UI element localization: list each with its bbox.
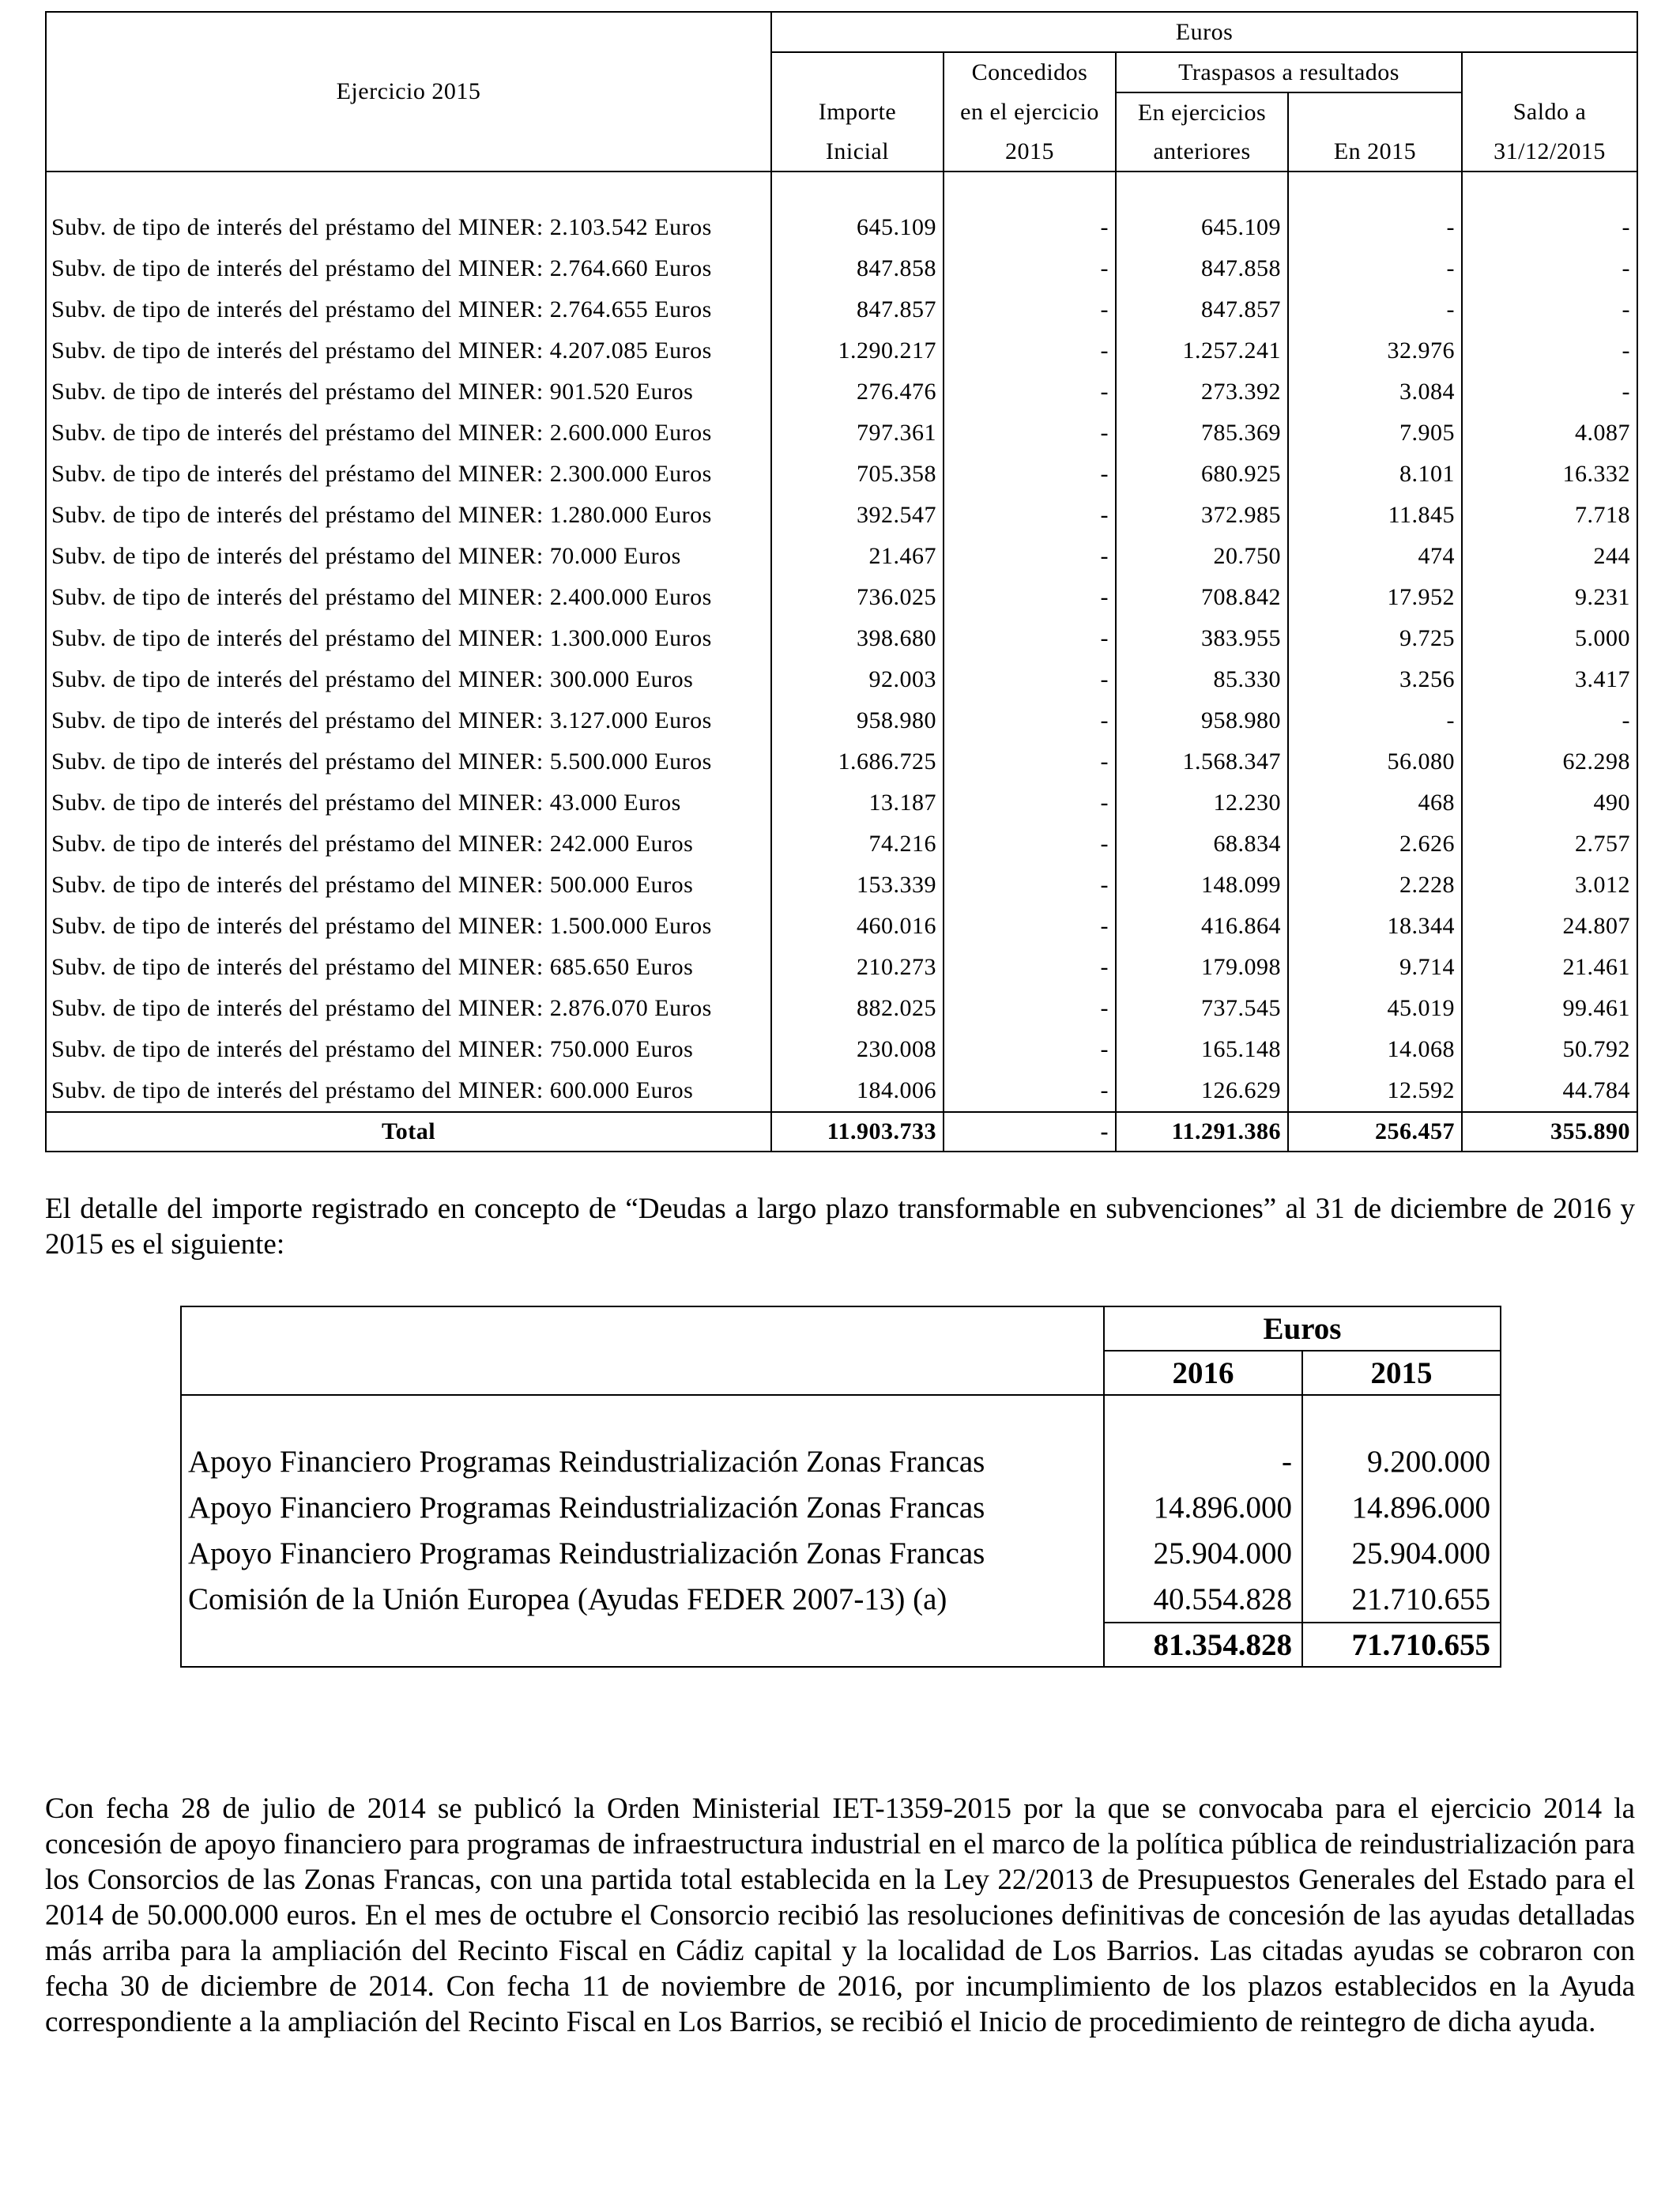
deuda-2016: - bbox=[1104, 1438, 1302, 1484]
row-importe: 21.467 bbox=[771, 536, 944, 577]
row-importe: 92.003 bbox=[771, 659, 944, 700]
row-saldo: 44.784 bbox=[1462, 1070, 1637, 1112]
row-label: Subv. de tipo de interés del préstamo del MINER: 1.300.000 Euros bbox=[46, 618, 771, 659]
deuda-2016: 14.896.000 bbox=[1104, 1484, 1302, 1530]
row-label: Subv. de tipo de interés del préstamo del MINER: 43.000 Euros bbox=[46, 782, 771, 824]
row-concedidos: - bbox=[944, 495, 1116, 536]
row-importe: 882.025 bbox=[771, 988, 944, 1029]
row-saldo: - bbox=[1462, 330, 1637, 371]
row-concedidos: - bbox=[944, 906, 1116, 947]
row-en2015: 18.344 bbox=[1288, 906, 1462, 947]
col-importe-header-2: Inicial bbox=[771, 132, 944, 172]
row-saldo: 9.231 bbox=[1462, 577, 1637, 618]
table-row bbox=[46, 947, 1637, 988]
row-concedidos: - bbox=[944, 536, 1116, 577]
row-saldo: - bbox=[1462, 371, 1637, 413]
col-saldo-spacer bbox=[1462, 52, 1637, 92]
total-anteriores: 11.291.386 bbox=[1116, 1112, 1288, 1152]
row-en2015: 17.952 bbox=[1288, 577, 1462, 618]
euros-header: Euros bbox=[771, 12, 1637, 52]
row-saldo: - bbox=[1462, 207, 1637, 248]
row-en2015: 2.228 bbox=[1288, 865, 1462, 906]
row-en2015: 45.019 bbox=[1288, 988, 1462, 1029]
deuda-2015: 9.200.000 bbox=[1302, 1438, 1501, 1484]
year-header: Ejercicio 2015 bbox=[46, 12, 771, 172]
table-row bbox=[46, 618, 1637, 659]
deudas-euros-header: Euros bbox=[1104, 1306, 1501, 1351]
table-row bbox=[46, 824, 1637, 865]
row-saldo: 490 bbox=[1462, 782, 1637, 824]
row-anteriores: 179.098 bbox=[1116, 947, 1288, 988]
row-importe: 210.273 bbox=[771, 947, 944, 988]
table-row bbox=[46, 371, 1637, 413]
row-importe: 1.686.725 bbox=[771, 741, 944, 782]
col-en2015-spacer bbox=[1288, 92, 1462, 132]
orden-ministerial-paragraph: Con fecha 28 de julio de 2014 se publicó la Orden Ministerial IET-1359-2015 por la que se convocaba para el ejercicio 2014 la concesión de apoyo financiero para programas de infraestructura industrial en el marco de la política pública de reindustrialización para los Consorcios de las Zonas Francas, con una partida total establecida en la Ley 22/2013 de Presupuestos Generales del Estado para el 2014 de 50.000.000 euros. En el mes de octubre el Consorcio recibió las resoluciones definitivas de concesión de las ayudas detalladas más arriba para la ampliación del Recinto Fiscal en Cádiz capital y la localidad de Los Barrios. Las citadas ayudas se cobraron con fecha 30 de diciembre de 2014. Con fecha 11 de noviembre de 2016, por incumplimiento de los plazos establecidos en la Ayuda correspondiente a la ampliación del Recinto Fiscal en Los Barrios, se recibió el Inicio de procedimiento de reintegro de dicha ayuda. bbox=[45, 1793, 1635, 2038]
row-concedidos: - bbox=[944, 371, 1116, 413]
total-importe: 11.903.733 bbox=[771, 1112, 944, 1152]
row-label: Subv. de tipo de interés del préstamo del MINER: 5.500.000 Euros bbox=[46, 741, 771, 782]
deuda-2015: 21.710.655 bbox=[1302, 1576, 1501, 1623]
col-anteriores-header-1: En ejercicios bbox=[1116, 92, 1288, 132]
col-concedidos-header-1: Concedidos bbox=[944, 52, 1116, 92]
row-en2015: 7.905 bbox=[1288, 413, 1462, 454]
row-en2015: 8.101 bbox=[1288, 454, 1462, 495]
row-label: Subv. de tipo de interés del préstamo del MINER: 901.520 Euros bbox=[46, 371, 771, 413]
table-row bbox=[46, 577, 1637, 618]
row-concedidos: - bbox=[944, 824, 1116, 865]
table-row bbox=[46, 536, 1637, 577]
deudas-total-blank bbox=[181, 1623, 1104, 1667]
row-concedidos: - bbox=[944, 454, 1116, 495]
table-row bbox=[46, 1070, 1637, 1112]
row-label: Subv. de tipo de interés del préstamo del MINER: 685.650 Euros bbox=[46, 947, 771, 988]
row-en2015: 3.084 bbox=[1288, 371, 1462, 413]
total-saldo: 355.890 bbox=[1462, 1112, 1637, 1152]
table-row bbox=[46, 207, 1637, 248]
row-anteriores: 737.545 bbox=[1116, 988, 1288, 1029]
deudas-header-blank bbox=[181, 1306, 1104, 1395]
deuda-label: Apoyo Financiero Programas Reindustrialización Zonas Francas bbox=[181, 1484, 1104, 1530]
table-row bbox=[46, 248, 1637, 289]
row-label: Subv. de tipo de interés del préstamo del MINER: 1.500.000 Euros bbox=[46, 906, 771, 947]
row-anteriores: 68.834 bbox=[1116, 824, 1288, 865]
row-label: Subv. de tipo de interés del préstamo del MINER: 1.280.000 Euros bbox=[46, 495, 771, 536]
row-anteriores: 847.858 bbox=[1116, 248, 1288, 289]
table-row bbox=[46, 330, 1637, 371]
row-importe: 460.016 bbox=[771, 906, 944, 947]
table-row bbox=[46, 865, 1637, 906]
row-en2015: 474 bbox=[1288, 536, 1462, 577]
row-concedidos: - bbox=[944, 947, 1116, 988]
deuda-label: Apoyo Financiero Programas Reindustrialización Zonas Francas bbox=[181, 1530, 1104, 1576]
col-2016-header: 2016 bbox=[1104, 1351, 1302, 1395]
deuda-2016: 40.554.828 bbox=[1104, 1576, 1302, 1623]
row-label: Subv. de tipo de interés del préstamo del MINER: 3.127.000 Euros bbox=[46, 700, 771, 741]
table-row bbox=[46, 1029, 1637, 1070]
row-label: Subv. de tipo de interés del préstamo del MINER: 70.000 Euros bbox=[46, 536, 771, 577]
row-importe: 847.858 bbox=[771, 248, 944, 289]
col-saldo-header-2: 31/12/2015 bbox=[1462, 132, 1637, 172]
row-concedidos: - bbox=[944, 248, 1116, 289]
row-importe: 230.008 bbox=[771, 1029, 944, 1070]
table-row bbox=[181, 1438, 1501, 1484]
row-saldo: - bbox=[1462, 289, 1637, 330]
row-concedidos: - bbox=[944, 577, 1116, 618]
row-importe: 797.361 bbox=[771, 413, 944, 454]
row-importe: 276.476 bbox=[771, 371, 944, 413]
row-saldo: 24.807 bbox=[1462, 906, 1637, 947]
row-en2015: - bbox=[1288, 700, 1462, 741]
row-concedidos: - bbox=[944, 988, 1116, 1029]
row-en2015: - bbox=[1288, 289, 1462, 330]
row-anteriores: 273.392 bbox=[1116, 371, 1288, 413]
row-label: Subv. de tipo de interés del préstamo del MINER: 4.207.085 Euros bbox=[46, 330, 771, 371]
row-label: Subv. de tipo de interés del préstamo del MINER: 2.103.542 Euros bbox=[46, 207, 771, 248]
col-en2015-header: En 2015 bbox=[1288, 132, 1462, 172]
row-concedidos: - bbox=[944, 741, 1116, 782]
table-row bbox=[181, 1576, 1501, 1623]
row-importe: 398.680 bbox=[771, 618, 944, 659]
row-en2015: 12.592 bbox=[1288, 1070, 1462, 1112]
row-anteriores: 20.750 bbox=[1116, 536, 1288, 577]
row-saldo: 5.000 bbox=[1462, 618, 1637, 659]
row-label: Subv. de tipo de interés del préstamo del MINER: 500.000 Euros bbox=[46, 865, 771, 906]
row-saldo: - bbox=[1462, 248, 1637, 289]
row-label: Subv. de tipo de interés del préstamo del MINER: 2.764.655 Euros bbox=[46, 289, 771, 330]
col-concedidos-header-2: en el ejercicio bbox=[944, 92, 1116, 132]
row-saldo: - bbox=[1462, 700, 1637, 741]
row-concedidos: - bbox=[944, 782, 1116, 824]
row-label: Subv. de tipo de interés del préstamo del MINER: 2.764.660 Euros bbox=[46, 248, 771, 289]
row-anteriores: 1.257.241 bbox=[1116, 330, 1288, 371]
row-saldo: 2.757 bbox=[1462, 824, 1637, 865]
row-label: Subv. de tipo de interés del préstamo del MINER: 300.000 Euros bbox=[46, 659, 771, 700]
table-row bbox=[46, 289, 1637, 330]
table-row bbox=[181, 1484, 1501, 1530]
total-label: Total bbox=[46, 1112, 771, 1152]
deuda-2015: 14.896.000 bbox=[1302, 1484, 1501, 1530]
row-importe: 1.290.217 bbox=[771, 330, 944, 371]
deuda-label: Comisión de la Unión Europea (Ayudas FEDER 2007-13) (a) bbox=[181, 1576, 1104, 1623]
row-importe: 184.006 bbox=[771, 1070, 944, 1112]
row-label: Subv. de tipo de interés del préstamo del MINER: 2.600.000 Euros bbox=[46, 413, 771, 454]
row-concedidos: - bbox=[944, 865, 1116, 906]
row-saldo: 50.792 bbox=[1462, 1029, 1637, 1070]
table-row bbox=[46, 495, 1637, 536]
row-concedidos: - bbox=[944, 1029, 1116, 1070]
row-importe: 958.980 bbox=[771, 700, 944, 741]
row-anteriores: 372.985 bbox=[1116, 495, 1288, 536]
row-label: Subv. de tipo de interés del préstamo del MINER: 2.876.070 Euros bbox=[46, 988, 771, 1029]
row-concedidos: - bbox=[944, 289, 1116, 330]
row-label: Subv. de tipo de interés del préstamo del MINER: 2.400.000 Euros bbox=[46, 577, 771, 618]
row-en2015: 14.068 bbox=[1288, 1029, 1462, 1070]
deuda-label: Apoyo Financiero Programas Reindustrialización Zonas Francas bbox=[181, 1438, 1104, 1484]
row-anteriores: 1.568.347 bbox=[1116, 741, 1288, 782]
row-importe: 74.216 bbox=[771, 824, 944, 865]
deudas-total-2015: 71.710.655 bbox=[1302, 1623, 1501, 1667]
table-row bbox=[46, 454, 1637, 495]
col-2015-header: 2015 bbox=[1302, 1351, 1501, 1395]
table-row bbox=[46, 988, 1637, 1029]
row-anteriores: 847.857 bbox=[1116, 289, 1288, 330]
row-saldo: 3.012 bbox=[1462, 865, 1637, 906]
row-label: Subv. de tipo de interés del préstamo del MINER: 600.000 Euros bbox=[46, 1070, 771, 1112]
traspasos-header: Traspasos a resultados bbox=[1116, 52, 1462, 92]
row-anteriores: 85.330 bbox=[1116, 659, 1288, 700]
row-concedidos: - bbox=[944, 700, 1116, 741]
row-saldo: 21.461 bbox=[1462, 947, 1637, 988]
row-label: Subv. de tipo de interés del préstamo del MINER: 2.300.000 Euros bbox=[46, 454, 771, 495]
deudas-total-2016: 81.354.828 bbox=[1104, 1623, 1302, 1667]
row-concedidos: - bbox=[944, 413, 1116, 454]
row-concedidos: - bbox=[944, 659, 1116, 700]
row-importe: 847.857 bbox=[771, 289, 944, 330]
row-en2015: - bbox=[1288, 248, 1462, 289]
row-concedidos: - bbox=[944, 618, 1116, 659]
row-en2015: 9.714 bbox=[1288, 947, 1462, 988]
col-importe-header-1: Importe bbox=[771, 92, 944, 132]
table-row bbox=[46, 659, 1637, 700]
row-label: Subv. de tipo de interés del préstamo del MINER: 750.000 Euros bbox=[46, 1029, 771, 1070]
intro-paragraph: El detalle del importe registrado en concepto de “Deudas a largo plazo transformable en subvenciones” al 31 de diciembre de 2016 y 2015 es el siguiente: bbox=[45, 1193, 1635, 1261]
row-concedidos: - bbox=[944, 330, 1116, 371]
row-anteriores: 785.369 bbox=[1116, 413, 1288, 454]
total-concedidos: - bbox=[944, 1112, 1116, 1152]
row-anteriores: 708.842 bbox=[1116, 577, 1288, 618]
row-saldo: 62.298 bbox=[1462, 741, 1637, 782]
col-saldo-header-1: Saldo a bbox=[1462, 92, 1637, 132]
table-row bbox=[46, 413, 1637, 454]
row-importe: 736.025 bbox=[771, 577, 944, 618]
row-importe: 645.109 bbox=[771, 207, 944, 248]
subsidies-table-2015 bbox=[45, 11, 1638, 1152]
row-anteriores: 958.980 bbox=[1116, 700, 1288, 741]
row-importe: 705.358 bbox=[771, 454, 944, 495]
row-anteriores: 12.230 bbox=[1116, 782, 1288, 824]
table-row bbox=[46, 906, 1637, 947]
table-row bbox=[46, 700, 1637, 741]
col-importe-spacer bbox=[771, 52, 944, 92]
table-row bbox=[46, 741, 1637, 782]
row-importe: 153.339 bbox=[771, 865, 944, 906]
row-en2015: - bbox=[1288, 207, 1462, 248]
row-saldo: 7.718 bbox=[1462, 495, 1637, 536]
table-row bbox=[181, 1530, 1501, 1576]
row-en2015: 11.845 bbox=[1288, 495, 1462, 536]
row-saldo: 4.087 bbox=[1462, 413, 1637, 454]
row-en2015: 468 bbox=[1288, 782, 1462, 824]
col-concedidos-header-3: 2015 bbox=[944, 132, 1116, 172]
col-anteriores-header-2: anteriores bbox=[1116, 132, 1288, 172]
row-saldo: 3.417 bbox=[1462, 659, 1637, 700]
row-saldo: 99.461 bbox=[1462, 988, 1637, 1029]
row-anteriores: 148.099 bbox=[1116, 865, 1288, 906]
row-anteriores: 126.629 bbox=[1116, 1070, 1288, 1112]
deudas-table bbox=[180, 1306, 1501, 1668]
table-row bbox=[46, 782, 1637, 824]
row-importe: 13.187 bbox=[771, 782, 944, 824]
row-anteriores: 383.955 bbox=[1116, 618, 1288, 659]
row-concedidos: - bbox=[944, 207, 1116, 248]
row-anteriores: 416.864 bbox=[1116, 906, 1288, 947]
row-anteriores: 680.925 bbox=[1116, 454, 1288, 495]
row-concedidos: - bbox=[944, 1070, 1116, 1112]
row-en2015: 32.976 bbox=[1288, 330, 1462, 371]
row-en2015: 9.725 bbox=[1288, 618, 1462, 659]
row-anteriores: 165.148 bbox=[1116, 1029, 1288, 1070]
row-label: Subv. de tipo de interés del préstamo del MINER: 242.000 Euros bbox=[46, 824, 771, 865]
deuda-2016: 25.904.000 bbox=[1104, 1530, 1302, 1576]
row-saldo: 244 bbox=[1462, 536, 1637, 577]
row-en2015: 56.080 bbox=[1288, 741, 1462, 782]
deuda-2015: 25.904.000 bbox=[1302, 1530, 1501, 1576]
row-saldo: 16.332 bbox=[1462, 454, 1637, 495]
row-en2015: 2.626 bbox=[1288, 824, 1462, 865]
row-anteriores: 645.109 bbox=[1116, 207, 1288, 248]
row-importe: 392.547 bbox=[771, 495, 944, 536]
row-en2015: 3.256 bbox=[1288, 659, 1462, 700]
total-en2015: 256.457 bbox=[1288, 1112, 1462, 1152]
